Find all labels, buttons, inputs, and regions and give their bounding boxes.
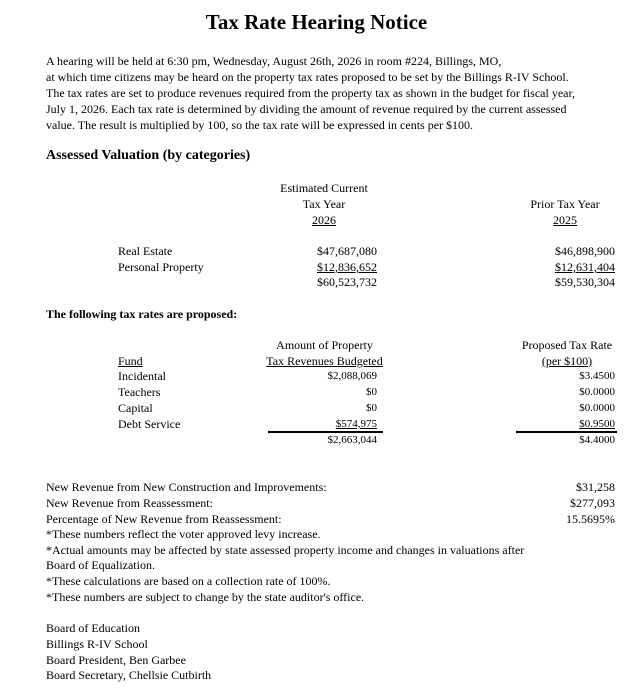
rates-rate: $0.9500 — [579, 418, 615, 430]
rates-rate-header-line1: Proposed Tax Rate — [521, 338, 613, 352]
signature-line: Board of Education — [46, 621, 140, 635]
page-title: Tax Rate Hearing Notice — [205, 10, 428, 34]
rates-rate: $0.0000 — [579, 402, 615, 414]
rates-rate: $0.0000 — [579, 386, 615, 398]
signature-line: Board Secretary, Chellsie Cutbirth — [46, 668, 212, 682]
rates-fund: Teachers — [118, 385, 161, 399]
rates-fund: Capital — [118, 401, 153, 415]
note-line: Board of Equalization. — [46, 558, 155, 572]
valuation-col1-header-line1: Estimated Current — [280, 181, 368, 195]
rates-total-rate: $4.4000 — [579, 434, 615, 446]
summary-value: $277,093 — [570, 496, 615, 510]
rates-fund-header: Fund — [118, 354, 143, 368]
rates-amount: $0 — [366, 386, 377, 398]
note-line: *These calculations are based on a collection rate of 100%. — [46, 574, 331, 588]
summary-value: 15.5695% — [566, 512, 615, 526]
valuation-total-prior: $59,530,304 — [555, 275, 615, 289]
valuation-heading: Assessed Valuation (by categories) — [46, 148, 251, 163]
rates-amount: $0 — [366, 402, 377, 414]
valuation-row-prior: $46,898,900 — [555, 244, 615, 258]
intro-line: value. The result is multiplied by 100, so the tax rate will be expressed in cents per $100. — [46, 118, 474, 132]
note-line: *These numbers are subject to change by the state auditor's office. — [46, 590, 365, 604]
rates-amount-header-line1: Amount of Property — [276, 338, 373, 352]
summary-label: New Revenue from Reassessment: — [46, 496, 213, 510]
valuation-col1-year: 2026 — [312, 213, 336, 227]
valuation-row-current: $47,687,080 — [317, 244, 377, 258]
summary-label: Percentage of New Revenue from Reassessment: — [46, 512, 282, 526]
note-line: *These numbers reflect the voter approved levy increase. — [46, 527, 321, 541]
signature-line: Board President, Ben Garbee — [46, 653, 186, 667]
rates-amount: $574,975 — [335, 418, 377, 430]
summary-value: $31,258 — [576, 480, 615, 494]
intro-line: at which time citizens may be heard on the property tax rates proposed to be set by the Billings R-IV School. — [46, 70, 569, 84]
rates-amount-header-line2: Tax Revenues Budgeted — [266, 354, 383, 368]
intro-paragraph — [46, 53, 626, 133]
valuation-col2-year: 2025 — [553, 213, 577, 227]
rates-total-amount: $2,663,044 — [327, 434, 377, 446]
signature-line: Billings R-IV School — [46, 637, 148, 651]
intro-line: A hearing will be held at 6:30 pm, Wednesday, August 26th, 2026 in room #224, Billings, MO, — [46, 54, 502, 68]
valuation-col1-header-line2: Tax Year — [302, 197, 346, 211]
intro-line: July 1, 2026. Each tax rate is determined by dividing the amount of revenue required by the current assessed — [46, 102, 567, 116]
rates-fund: Incidental — [118, 369, 166, 383]
intro-line: The tax rates are set to produce revenues required from the property tax as shown in the budget for fiscal year, — [46, 86, 575, 100]
rates-rate-header-line2: (per $100) — [541, 354, 593, 368]
valuation-total-current: $60,523,732 — [317, 275, 377, 289]
valuation-row-current: $12,836,652 — [317, 260, 377, 274]
valuation-row-label: Real Estate — [118, 244, 173, 258]
rates-rate: $3.4500 — [579, 370, 615, 382]
valuation-row-prior: $12,631,404 — [555, 260, 615, 274]
rates-fund: Debt Service — [118, 417, 181, 431]
note-line: *Actual amounts may be affected by state assessed property income and changes in valuations after — [46, 543, 525, 557]
valuation-col2-header: Prior Tax Year — [530, 197, 600, 211]
valuation-row-label: Personal Property — [118, 260, 204, 274]
rates-heading: The following tax rates are proposed: — [46, 307, 238, 321]
summary-label: New Revenue from New Construction and Improvements: — [46, 480, 327, 494]
rates-amount: $2,088,069 — [327, 370, 377, 382]
